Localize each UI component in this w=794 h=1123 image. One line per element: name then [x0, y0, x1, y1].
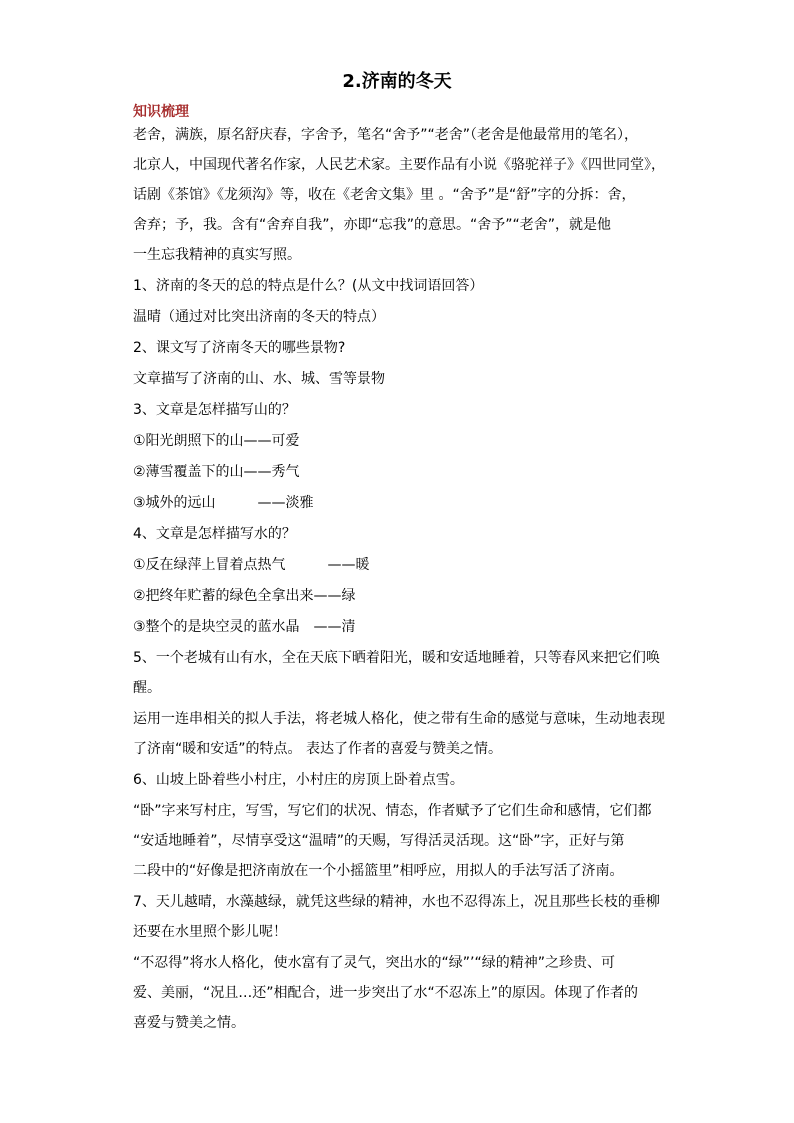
answer-line: ①反在绿萍上冒着点热气 ——暖: [133, 557, 370, 573]
answer-line: ①阳光朗照下的山——可爱: [133, 433, 300, 449]
question-line: 还要在水里照个影儿呢！: [133, 924, 287, 940]
question-line: 4、文章是怎样描写水的？: [133, 526, 296, 542]
answer-line: ②薄雪覆盖下的山——秀气: [133, 464, 300, 480]
paragraph-line: 老舍，满族，原名舒庆春，字舍予，笔名“舍予”“老舍”（老舍是他最常用的笔名），: [133, 127, 639, 143]
answer-line: 温晴（通过对比突出济南的冬天的特点）: [133, 309, 385, 325]
question-line: 7、天儿越晴，水藻越绿，就凭这些绿的精神，水也不忍得冻上，况且那些长枝的垂柳: [133, 894, 660, 910]
question-line: 1、济南的冬天的总的特点是什么？(从文中找词语回答）: [133, 278, 484, 294]
answer-line: 爱、美丽，“况且…还”相配合，进一步突出了水“不忍冻上”的原因。体现了作者的: [133, 985, 639, 1001]
question-line: 6、山坡上卧着些小村庄，小村庄的房顶上卧着点雪。: [133, 772, 464, 788]
answer-line: “不忍得”将水人格化，使水富有了灵气，突出水的“绿”’“绿的精神”之珍贵、可: [133, 955, 615, 971]
answer-line: 了济南“暖和安适”的特点。 表达了作者的喜爱与赞美之情。: [133, 741, 502, 757]
answer-line: “卧”字来写村庄，写雪，写它们的状况、情态，作者赋予了它们生命和感情，它们都: [133, 803, 652, 819]
answer-line: 二段中的“好像是把济南放在一个小摇篮里”相呼应，用拟人的手法写活了济南。: [133, 863, 624, 879]
answer-line: ③整个的是块空灵的蓝水晶 ——清: [133, 619, 356, 635]
answer-line: ③城外的远山 ——淡雅: [133, 495, 314, 511]
answer-line: 喜爱与赞美之情。: [133, 1015, 245, 1031]
answer-line: ②把终年贮蓄的绿色全拿出来——绿: [133, 588, 356, 604]
paragraph-line: 北京人，中国现代著名作家，人民艺术家。主要作品有小说《骆驼祥子》《四世同堂》，: [133, 157, 665, 173]
question-line: 5、一个老城有山有水，全在天底下晒着阳光，暖和安适地睡着，只等春风来把它们唤: [133, 650, 660, 666]
document-body: [133, 126, 673, 1032]
paragraph-line: 话剧《茶馆》《龙须沟》等，收在《老舍文集》里 。“舍予”是“舒”字的分拆：舍，: [133, 187, 636, 203]
answer-line: “安适地睡着”，尽情享受这“温晴”的天赐，写得活灵活现。这“卧”字，正好与第: [133, 833, 625, 849]
question-line: 3、文章是怎样描写山的？: [133, 402, 296, 418]
paragraph-line: 舍弃；予，我。含有“舍弃自我”，亦即“忘我”的意思。“舍予”“老舍”，就是他: [133, 217, 612, 233]
answer-line: 文章描写了济南的山、水、城、雪等景物: [133, 371, 385, 387]
answer-line: 运用一连串相关的拟人手法，将老城人格化，使之带有生命的感觉与意味，生动地表现: [133, 711, 665, 727]
question-line: 醒。: [133, 680, 161, 696]
question-line: 2、课文写了济南冬天的哪些景物?: [133, 340, 346, 356]
document-title: 2.济南的冬天: [342, 71, 452, 92]
section-heading: 知识梳理: [133, 104, 189, 120]
paragraph-line: 一生忘我精神的真实写照。: [133, 247, 301, 263]
